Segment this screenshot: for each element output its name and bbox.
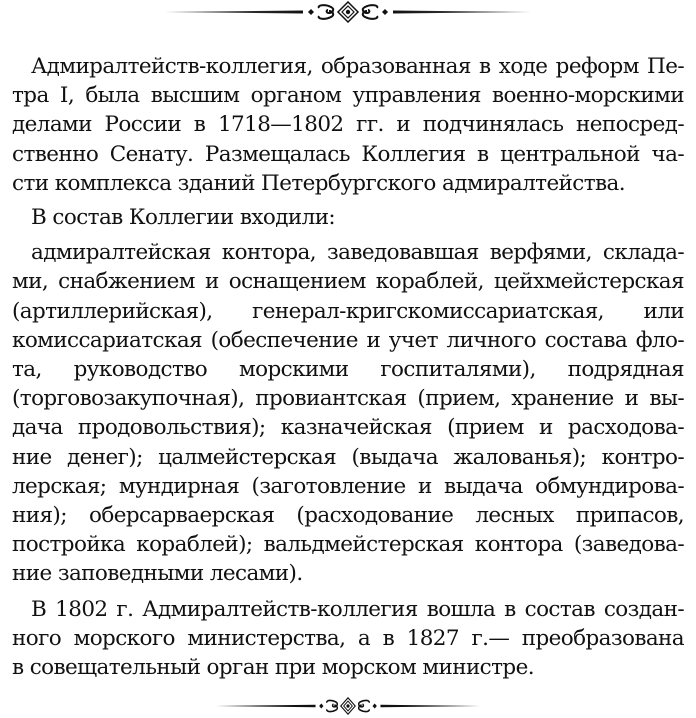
- text-line: В 1802 г. Адмиралтейств-коллегия вошла в состав создан-: [31, 596, 684, 622]
- paragraph-4: [12, 595, 684, 683]
- text-line: ния); оберсарваерская (расходование лесных припасов,: [12, 503, 684, 529]
- text-line: Адмиралтейств-коллегия, образованная в ходе реформ Пе-: [31, 54, 684, 79]
- text-line: сти комплекса зданий Петербургского адмиралтейства.: [12, 170, 625, 196]
- text-line: (артиллерийская), генерал-кригскомиссариатская, или: [12, 298, 684, 324]
- text-line: ние денег); цалмейстерская (выдача жалованья); контро-: [12, 444, 684, 470]
- paragraph-1: [12, 52, 684, 198]
- paragraph-3: [12, 238, 684, 588]
- text-line: делами России в 1718—1802 гг. и подчинялась непосред-: [12, 112, 684, 138]
- text-line: (торговозакупочная), провиантская (прием, хранение и вы-: [12, 386, 684, 412]
- text-line: адмиралтейская контора, заведовавшая верфями, склада-: [31, 240, 684, 266]
- text-line: та, руководство морскими госпиталями), подрядная: [12, 357, 684, 383]
- decorative-divider-icon: [216, 697, 480, 715]
- text-line: дача продовольствия); казначейская (прием и расходова-: [12, 415, 684, 441]
- text-line: в совещательный орган при морском министре.: [12, 655, 534, 681]
- text-line: комиссариатская (обеспечение и учет личного состава фло-: [12, 327, 684, 353]
- bottom-ornament: [0, 694, 696, 718]
- top-ornament: [0, 0, 696, 24]
- text-line: тра I, была высшим органом управления военно-морскими: [12, 83, 684, 109]
- text-line: ние заповедными лесами).: [12, 561, 303, 587]
- paragraph-2: [12, 203, 684, 232]
- text-line: постройка кораблей); вальдмейстерская контора (заведова-: [12, 532, 684, 558]
- decorative-divider-icon: [165, 1, 531, 23]
- text-line: лерская; мундирная (заготовление и выдача обмундирова-: [12, 473, 684, 499]
- text-line: ми, снабжением и оснащением кораблей, цейхмейстерская: [12, 269, 684, 295]
- text-line: ственно Сенату. Размещалась Коллегия в центральной ча-: [12, 141, 684, 167]
- text-line: ного морского министерства, а в 1827 г.— преобразована: [12, 625, 684, 651]
- text-line: В состав Коллегии входили:: [31, 205, 336, 231]
- document-body: [12, 52, 684, 682]
